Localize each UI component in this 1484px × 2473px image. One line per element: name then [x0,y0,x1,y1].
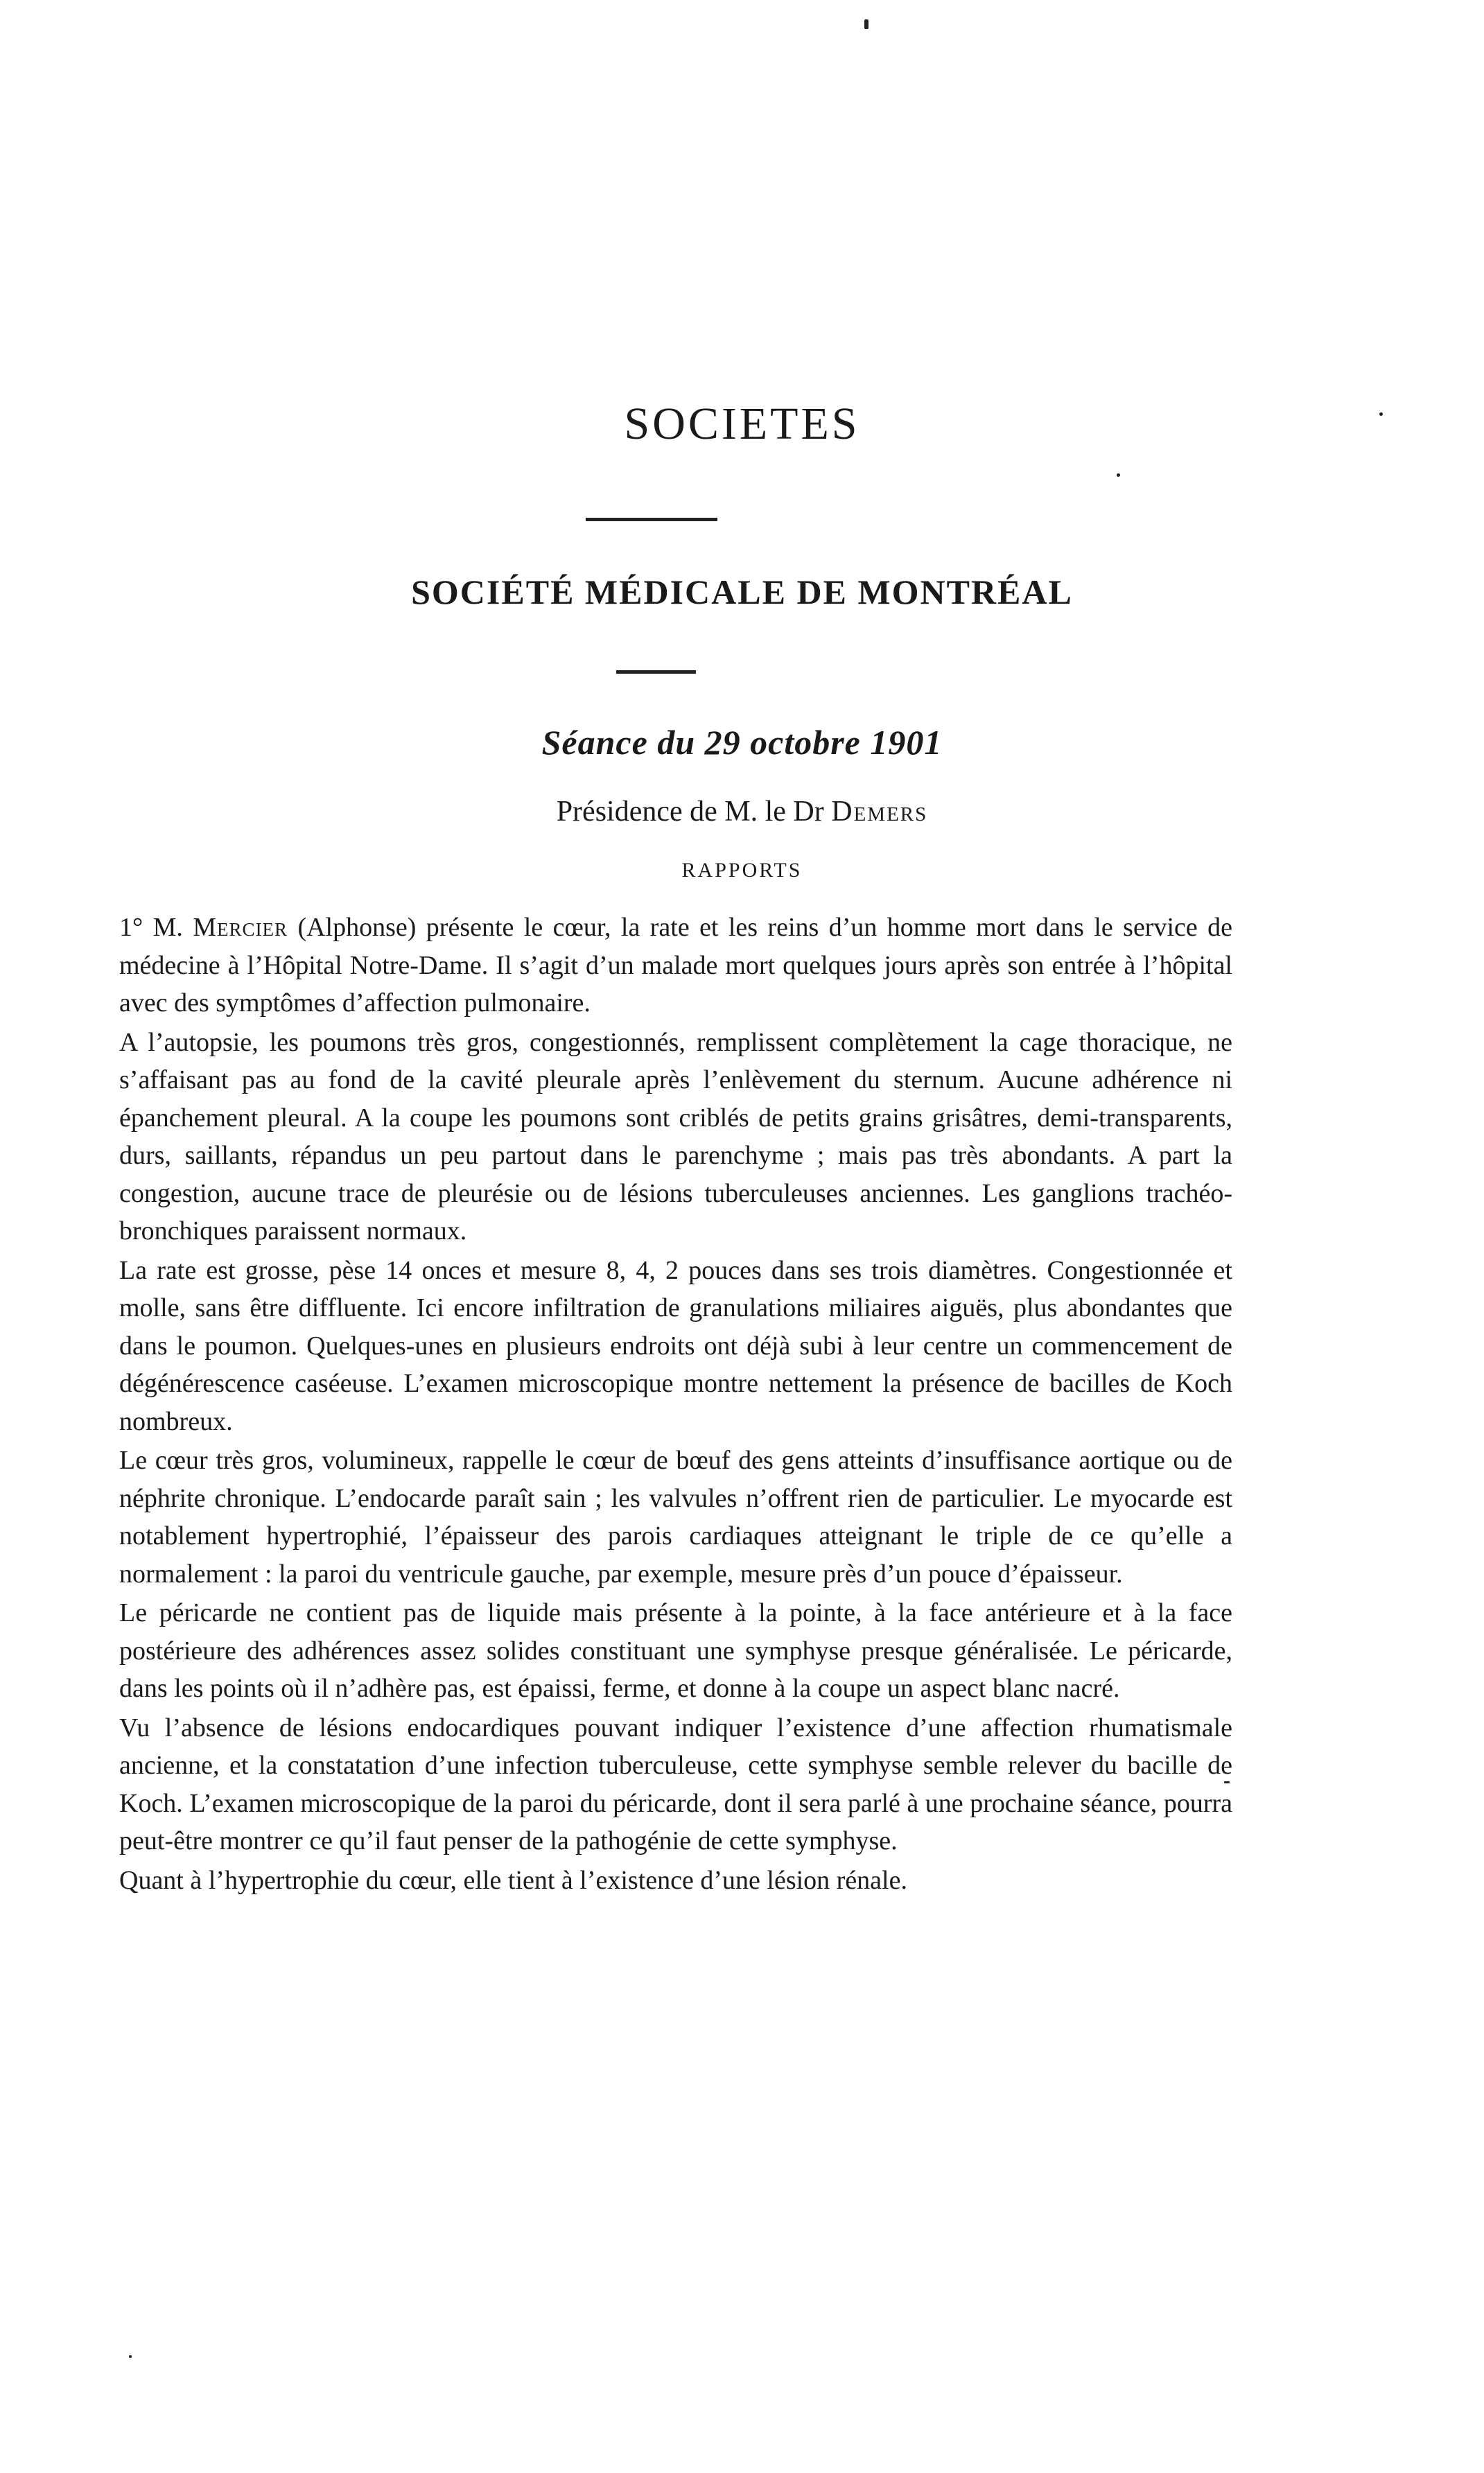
print-mark [864,19,868,29]
paragraph [119,1862,1232,1900]
paragraph [119,1024,1232,1250]
title-divider [586,518,717,521]
paragraph-text: La rate est grosse, pèse 14 onces et mesure 8, 4, 2 pouces dans ses trois diamètres. Congestionnée et molle, sans être diffluente. Ici encore infiltration de granulations miliaires aiguës, plus abondantes que dans le poumon. Quelques-unes en plusieurs endroits ont déjà subi à leur centre un commencement de dégénérescence caséeuse. L’examen microscopique montre nettement la présence de bacilles de Koch nombreux. [119,1255,1232,1436]
paragraph [119,1252,1232,1441]
society-heading: SOCIÉTÉ MÉDICALE DE MONTRÉAL [411,573,1073,611]
paragraph-lead: 1° M. [119,913,193,942]
paragraph-text: Quant à l’hypertrophie du cœur, elle tient à l’existence d’une lésion rénale. [119,1865,907,1895]
paragraph-text: (Alphonse) présente le cœur, la rate et les reins d’un homme mort dans le service de médecine à l’Hôpital Notre-Dame. Il s’agit d’un malade mort quelques jours après son entrée à l’hôpital avec des symptômes d’affection pulmonaire. [119,913,1233,1017]
author-name: Mercier [193,913,288,942]
paragraph [119,1442,1232,1593]
paragraph [119,909,1232,1022]
session-date: Séance du 29 octobre 1901 [541,723,943,762]
paragraph-text: A l’autopsie, les poumons très gros, congestionnés, remplissent complètement la cage thoracique, ne s’affaisant pas au fond de la cavité pleurale après l’enlèvement du sternum. Aucune adhérence ni épanchement pleural. A la coupe les poumons sont criblés de petits grains grisâtres, demi-transparents, durs, saillants, répandus un peu partout dans le parenchyme ; mais pas très abondants. A part la congestion, aucune trace de pleurésie ou de lésions tuberculeuses anciennes. Les ganglions trachéo-bronchiques paraissent normaux. [119,1027,1232,1246]
president-name: Demers [831,796,928,828]
presidency-line [0,793,1484,830]
report-body [119,909,1232,1900]
paragraph-text: Le cœur très gros, volumineux, rappelle le cœur de bœuf des gens atteints d’insuffisance aortique ou de néphrite chronique. L’endocarde paraît sain ; les valvules n’offrent rien de particulier. Le myocarde est notablement hypertrophié, l’épaisseur des parois cardiaques atteignant le triple de ce qu’elle a normalement : la paroi du ventricule gauche, par exemple, mesure près d’un pouce d’épaisseur. [119,1446,1232,1589]
paragraph-text: Le péricarde ne contient pas de liquide mais présente à la pointe, à la face antérieure et à la face postérieure des adhérences assez solides constituant une symphyse presque généralisée. Le péricarde, dans les points où il n’adhère pas, est épaissi, ferme, et donne à la coupe un aspect blanc nacré. [119,1598,1232,1703]
paragraph-text: Vu l’absence de lésions endocardiques pouvant indiquer l’existence d’une affection rhumatismale ancienne, et la constatation d’une infection tuberculeuse, cette symphyse semble relever du bacille de Koch. L’examen microscopique de la paroi du péricarde, dont il sera parlé à une prochaine séance, pourra peut-être montrer ce qu’il faut penser de la pathogénie de cette symphyse. [119,1713,1232,1855]
presidency-prefix: Présidence de M. le Dr [556,796,832,828]
section-heading: RAPPORTS [681,859,803,882]
paragraph [119,1709,1232,1860]
page-title: SOCIETES [624,399,860,449]
print-speck [129,2355,132,2358]
paragraph [119,1594,1232,1708]
section-divider [616,670,696,674]
print-speck [1117,473,1120,477]
